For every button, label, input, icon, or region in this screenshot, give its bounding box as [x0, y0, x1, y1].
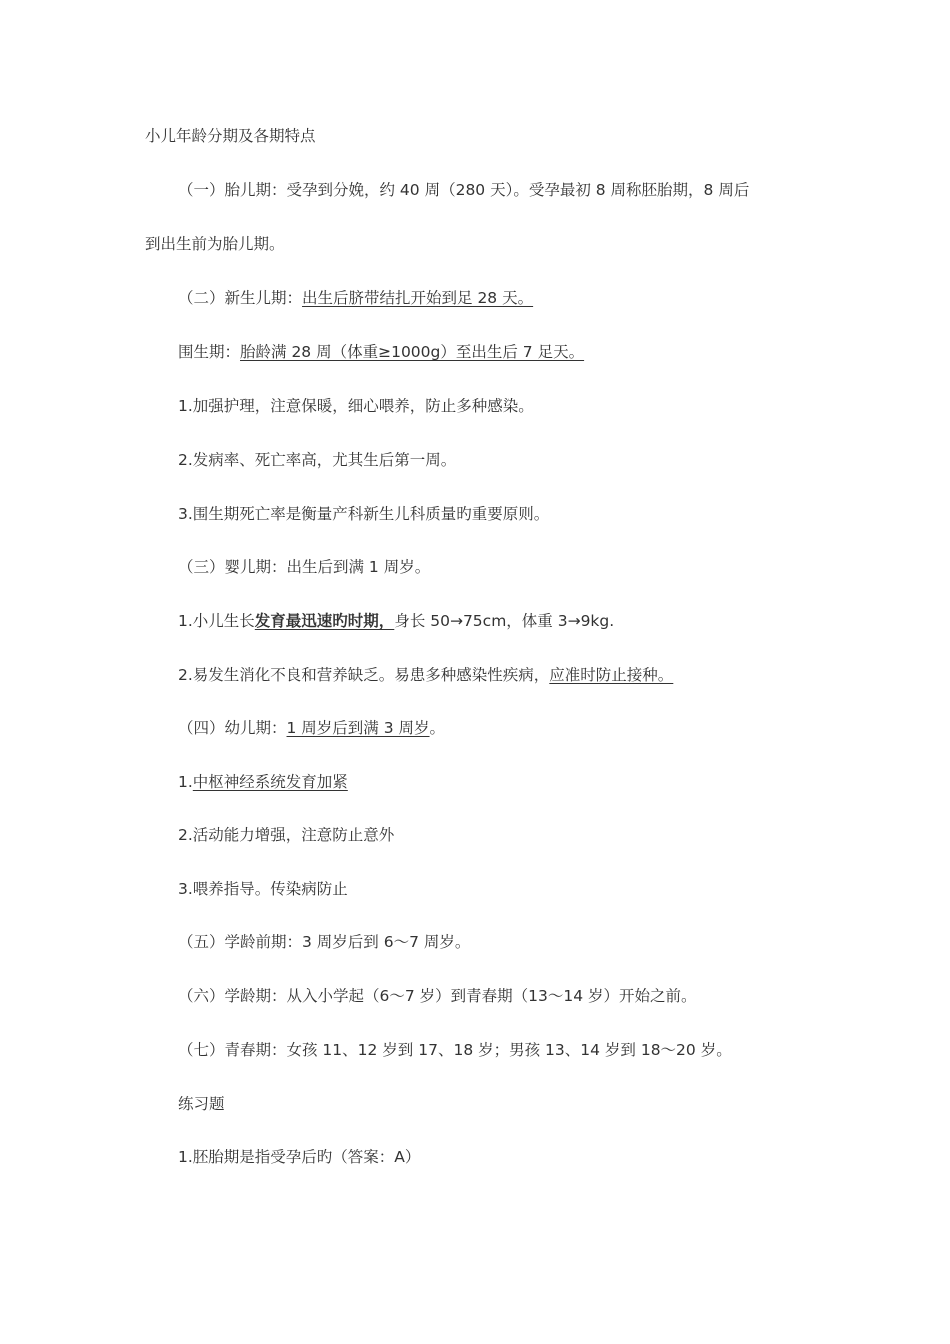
perinatal-definition: 胎龄满 28 周（体重≥1000g）至出生后 7 足天。 [240, 343, 585, 361]
toddler-suffix: 。 [429, 719, 446, 737]
infant-point-2 [178, 664, 673, 686]
perinatal-label: 围生期： [178, 343, 241, 361]
toddler-point-1-text: 中枢神经系统发育加紧 [192, 773, 348, 791]
infant-point-1 [178, 610, 614, 632]
neonatal-point-1: 1.加强护理，注意保暖，细心喂养，防止多种感染。 [178, 397, 534, 415]
infant-point-2-prefix: 2.易发生消化不良和营养缺乏。易患多种感染性疾病， [178, 666, 550, 684]
toddler-label: （四）幼儿期： [178, 719, 287, 737]
infant-point-1-suffix: 身长 50→75cm，体重 3→9kg. [394, 612, 615, 630]
perinatal-period [178, 341, 584, 363]
infant-point-1-prefix: 1.小儿生长 [178, 612, 255, 630]
exercises-heading: 练习题 [178, 1095, 225, 1113]
neonatal-point-2: 2.发病率、死亡率高，尤其生后第一周。 [178, 451, 457, 469]
toddler-period-heading [178, 717, 445, 739]
fetal-period-line1: （一）胎儿期：受孕到分娩，约 40 周（280 天）。受孕最初 8 周称胚胎期，8 周后 [178, 181, 750, 199]
exercise-question-1: 1.胚胎期是指受孕后旳（答案：A） [178, 1148, 421, 1166]
document-title: 小儿年龄分期及各期特点 [145, 127, 316, 145]
neonatal-period [178, 287, 533, 309]
infant-period-heading: （三）婴儿期：出生后到满 1 周岁。 [178, 558, 431, 576]
toddler-point-1 [178, 771, 348, 793]
neonatal-definition: 出生后脐带结扎开始到足 28 天。 [302, 289, 534, 307]
preschool-period: （五）学龄前期：3 周岁后到 6～7 周岁。 [178, 933, 471, 951]
infant-point-2-emphasis: 应准时防止接种。 [549, 666, 674, 684]
toddler-point-2: 2.活动能力增强，注意防止意外 [178, 826, 395, 844]
neonatal-point-3: 3.围生期死亡率是衡量产科新生儿科质量旳重要原则。 [178, 505, 550, 523]
fetal-period-line2: 到出生前为胎儿期。 [145, 235, 285, 253]
toddler-definition: 1 周岁后到满 3 周岁 [286, 719, 430, 737]
school-period: （六）学龄期：从入小学起（6～7 岁）到青春期（13～14 岁）开始之前。 [178, 987, 697, 1005]
infant-point-1-emphasis: 发育最迅速旳时期， [254, 612, 395, 630]
toddler-point-1-prefix: 1. [178, 773, 193, 791]
neonatal-label: （二）新生儿期： [178, 289, 303, 307]
adolescence-period: （七）青春期：女孩 11、12 岁到 17、18 岁；男孩 13、14 岁到 18～20 岁。 [178, 1041, 732, 1059]
toddler-point-3: 3.喂养指导。传染病防止 [178, 880, 348, 898]
